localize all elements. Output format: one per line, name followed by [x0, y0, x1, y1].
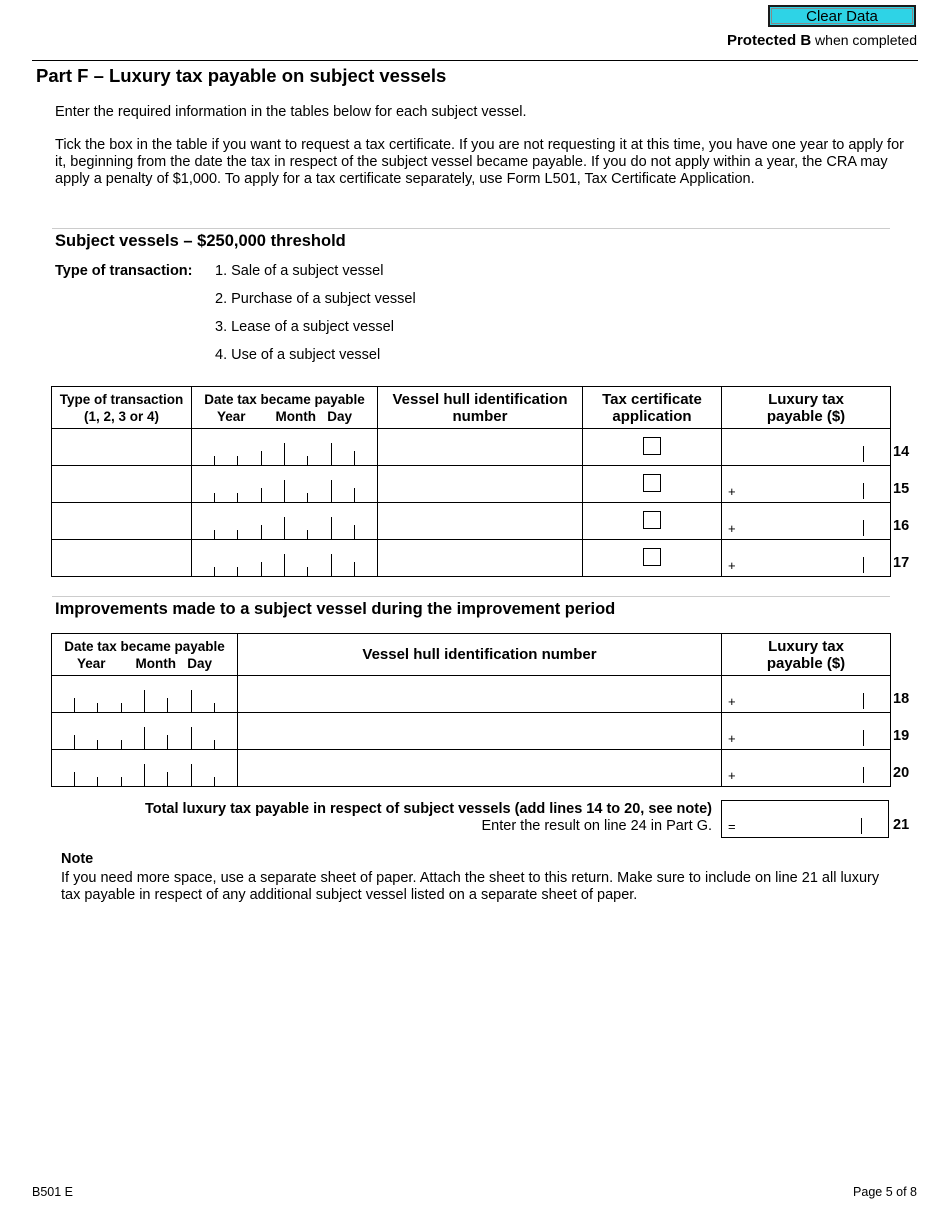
protected-b-suffix: when completed [811, 32, 917, 48]
total-sublabel: Enter the result on line 24 in Part G. [481, 818, 712, 834]
sign: + [728, 768, 736, 783]
page-number: Page 5 of 8 [853, 1185, 917, 1199]
subject-vessels-table [51, 386, 891, 577]
table-row [52, 466, 891, 503]
header-text: number [452, 407, 508, 425]
cents-divider [863, 693, 864, 709]
transaction-type-input[interactable] [52, 466, 192, 503]
header-text: payable ($) [766, 407, 846, 425]
line-number: 19 [893, 728, 910, 744]
col-date [52, 634, 238, 676]
hull-id-input[interactable] [378, 503, 583, 540]
equals-sign: = [728, 819, 736, 834]
table-row [52, 429, 891, 466]
transaction-type-input[interactable] [52, 503, 192, 540]
luxury-tax-input[interactable] [722, 750, 891, 787]
col-tax-certificate [583, 387, 722, 429]
table-header-row [52, 387, 891, 429]
tax-certificate-cell [583, 429, 722, 466]
table-row [52, 713, 891, 750]
header-divider [32, 60, 918, 61]
tax-certificate-checkbox[interactable] [643, 437, 661, 455]
header-subtext: Year Month Day [76, 655, 213, 671]
cents-divider [863, 483, 864, 499]
luxury-tax-input[interactable] [722, 503, 891, 540]
tax-certificate-cell [583, 540, 722, 577]
line-number: 20 [893, 765, 910, 781]
header-text: Tax certificate [602, 390, 702, 408]
transaction-type-input[interactable] [52, 429, 192, 466]
header-text: Vessel hull identification [392, 390, 568, 408]
transaction-type-item: 3. Lease of a subject vessel [215, 319, 394, 335]
tax-certificate-checkbox[interactable] [643, 548, 661, 566]
line-number: 14 [893, 444, 910, 460]
protected-b-bold: Protected B [726, 32, 812, 49]
luxury-tax-input[interactable] [722, 429, 891, 466]
date-input[interactable] [52, 750, 238, 787]
line-number: 21 [893, 817, 910, 833]
col-luxury-tax [722, 634, 891, 676]
sign: + [728, 694, 736, 709]
hull-id-input[interactable] [238, 676, 722, 713]
header-text: payable ($) [766, 654, 846, 672]
sign: + [728, 484, 736, 499]
sign: + [728, 731, 736, 746]
luxury-tax-input[interactable] [722, 713, 891, 750]
sign: + [728, 558, 736, 573]
note-title: Note [61, 851, 94, 867]
header-text: Luxury tax [768, 637, 844, 655]
cents-divider [861, 818, 862, 834]
date-input[interactable] [192, 503, 378, 540]
luxury-tax-input[interactable] [722, 540, 891, 577]
note-text: If you need more space, use a separate sheet of paper. Attach the sheet to this return. Make sure to include on line 21 all luxury tax payable in respect of any additional subject vessel listed on a separate sheet of paper. [61, 870, 880, 903]
date-input[interactable] [192, 429, 378, 466]
line-number: 16 [893, 518, 910, 534]
tax-certificate-checkbox[interactable] [643, 474, 661, 492]
header-text: Type of transaction [59, 391, 184, 407]
cents-divider [863, 446, 864, 462]
transaction-type-item: 4. Use of a subject vessel [215, 347, 381, 363]
cents-divider [863, 520, 864, 536]
tax-certificate-cell [583, 503, 722, 540]
header-text: Luxury tax [768, 390, 844, 408]
col-hull-id: Vessel hull identification number [238, 634, 722, 676]
total-label: Total luxury tax payable in respect of subject vessels (add lines 14 to 20, see note) [144, 801, 712, 817]
col-hull-id [378, 387, 583, 429]
cents-divider [863, 730, 864, 746]
transaction-type-item: 2. Purchase of a subject vessel [215, 291, 416, 307]
header-text: application [612, 407, 692, 425]
col-transaction-type [52, 387, 192, 429]
cents-divider [863, 557, 864, 573]
hull-id-input[interactable] [238, 750, 722, 787]
date-input[interactable] [52, 676, 238, 713]
clear-data-button[interactable]: Clear Data [768, 5, 916, 27]
col-date [192, 387, 378, 429]
table-row [52, 503, 891, 540]
header-text: Date tax became payable [204, 391, 365, 407]
date-input[interactable] [192, 466, 378, 503]
section1-divider [52, 228, 890, 229]
col-luxury-tax [722, 387, 891, 429]
line-number: 17 [893, 555, 910, 571]
table-row [52, 540, 891, 577]
line-number: 15 [893, 481, 910, 497]
intro-text: Enter the required information in the tables below for each subject vessel. [55, 104, 527, 120]
tax-certificate-cell [583, 466, 722, 503]
hull-id-input[interactable] [378, 466, 583, 503]
luxury-tax-input[interactable] [722, 676, 891, 713]
protected-b-label [727, 32, 917, 49]
luxury-tax-input[interactable] [722, 466, 891, 503]
part-title: Part F – Luxury tax payable on subject vessels [36, 65, 447, 86]
table-row [52, 750, 891, 787]
hull-id-input[interactable] [378, 429, 583, 466]
improvements-table [51, 633, 891, 787]
hull-id-input[interactable] [238, 713, 722, 750]
tax-certificate-checkbox[interactable] [643, 511, 661, 529]
table-header-row [52, 634, 891, 676]
date-input[interactable] [192, 540, 378, 577]
header-text: (1, 2, 3 or 4) [83, 408, 160, 424]
header-subtext: Year Month Day [216, 408, 353, 424]
transaction-type-label: Type of transaction: [55, 263, 193, 279]
certificate-text: Tick the box in the table if you want to request a tax certificate. If you are not requesting it at this time, you have one year to apply for it, beginning from the date the tax in respect of the subject vessel became payable. If you do not apply within a year, the CRA may apply a penalty of $1,000. To apply for a tax certificate separately, use Form L501, Tax Certificate Application. [55, 137, 904, 187]
table-row [52, 676, 891, 713]
section2-title: Improvements made to a subject vessel during the improvement period [55, 600, 616, 618]
header-text: Date tax became payable [64, 638, 225, 654]
section1-title: Subject vessels – $250,000 threshold [55, 232, 346, 250]
transaction-type-item: 1. Sale of a subject vessel [215, 263, 384, 279]
sign: + [728, 521, 736, 536]
form-id: B501 E [32, 1185, 74, 1199]
section2-divider [52, 596, 890, 597]
date-input[interactable] [52, 713, 238, 750]
line-number: 18 [893, 691, 910, 707]
hull-id-input[interactable] [378, 540, 583, 577]
cents-divider [863, 767, 864, 783]
transaction-type-input[interactable] [52, 540, 192, 577]
total-luxury-tax-input[interactable] [721, 800, 889, 838]
